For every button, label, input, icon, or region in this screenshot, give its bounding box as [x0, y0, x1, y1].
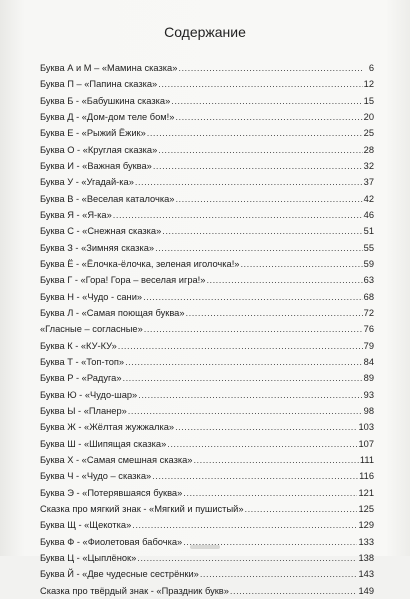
toc-entry [40, 240, 374, 256]
dot-leader [200, 566, 358, 582]
toc-entry-title: Буква Ю - «Чудо-шар» [40, 389, 138, 400]
dot-leader [137, 550, 357, 566]
toc-entry-title: Буква З - «Зимняя сказка» [40, 242, 155, 253]
toc-entry-page-number: 15 [363, 95, 374, 106]
toc-entry [40, 158, 374, 174]
dot-leader [155, 240, 363, 256]
toc-entry-title: Буква Ш - «Шипящая сказка» [40, 438, 167, 449]
toc-entry [40, 93, 374, 109]
dot-leader [158, 142, 362, 158]
dot-leader [147, 125, 363, 141]
toc-entry [40, 583, 374, 599]
page-mark [190, 545, 220, 549]
toc-entry-page-number: 98 [363, 405, 374, 416]
dot-leader [178, 60, 363, 76]
dot-leader [175, 191, 362, 207]
toc-entry-page-number: 46 [363, 209, 374, 220]
toc-entry-page-number: 138 [358, 552, 374, 563]
toc-entry-title: Сказка про твёрдый знак - «Праздник букв» [40, 585, 229, 596]
toc-entry [40, 370, 374, 386]
toc-entry-page-number: 6 [368, 63, 374, 73]
toc-entry-title: Буква Ч - «Чудо – сказка» [40, 471, 152, 482]
dot-leader [158, 76, 362, 92]
dot-leader [153, 158, 363, 174]
toc-entry-title: Буква Ж - «Жёлтая жужжалка» [40, 422, 175, 433]
toc-entry-page-number: 107 [358, 438, 374, 449]
toc-entry-page-number: 103 [358, 422, 374, 433]
dot-leader [245, 501, 358, 517]
dot-leader [240, 256, 362, 272]
toc-entry [40, 305, 374, 321]
toc-entry-title: Буква Р - «Радуга» [40, 373, 122, 384]
toc-entry-page-number: 121 [358, 487, 374, 498]
toc-entry [40, 403, 374, 419]
toc-entry-title: Буква Л - «Самая поющая буква» [40, 307, 185, 318]
dot-leader [123, 370, 363, 386]
dot-leader [230, 583, 358, 599]
dot-leader [128, 403, 363, 419]
toc-entry-page-number: 25 [363, 128, 374, 139]
toc-entry-page-number: 51 [363, 226, 374, 237]
dot-leader [175, 109, 362, 125]
toc-entry-page-number: 72 [363, 307, 374, 318]
toc-entry-page-number: 133 [358, 536, 374, 547]
toc-entry-page-number: 32 [363, 160, 374, 171]
dot-leader [175, 419, 357, 435]
toc-entry-page-number: 20 [363, 111, 374, 122]
toc-entry-title: Буква Я - «Я-ка» [40, 209, 112, 220]
dot-leader [144, 321, 363, 337]
toc-entry-page-number: 89 [363, 373, 374, 384]
page-title: Содержание [164, 24, 246, 40]
toc-entry [40, 550, 374, 566]
toc-entry-title: Буква С - «Снежная сказка» [40, 226, 162, 237]
toc-entry [40, 256, 374, 272]
dot-leader [183, 485, 357, 501]
toc-entry [40, 207, 374, 223]
toc-entry [40, 289, 374, 305]
toc-entry-title: Буква А и М – «Мамина сказка» [40, 63, 178, 73]
toc-entry-title: Буква В - «Веселая каталочка» [40, 193, 175, 204]
toc-entry [40, 452, 374, 468]
toc-entry-title: Сказка про мягкий знак - «Мягкий и пушистый» [40, 503, 244, 514]
toc-entry [40, 501, 374, 517]
dot-leader [171, 93, 362, 109]
toc-entry-title: Буква И - «Важная буква» [40, 160, 152, 171]
toc-entry-title: Буква Ы - «Планер» [40, 405, 127, 416]
dot-leader [113, 207, 363, 223]
toc-entry [40, 566, 374, 582]
toc-entry-title: Буква Д - «Дом-дом теле бом!» [40, 111, 175, 122]
toc-entry-page-number: 63 [363, 275, 374, 286]
dot-leader [143, 289, 363, 305]
toc-entry-title: Буква Х - «Самая смешная сказка» [40, 454, 193, 465]
toc-entry-title: Буква Ц - «Цыплёнок» [40, 552, 137, 563]
dot-leader [152, 468, 358, 484]
toc-entry [40, 109, 374, 125]
toc-entry-title: Буква Ф - «Фиолетовая бабочка» [40, 536, 183, 547]
toc-entry-title: Буква Б - «Бабушкина сказка» [40, 95, 171, 106]
toc-entry-title: Буква Э - «Потерявшаяся буква» [40, 487, 183, 498]
toc-entry [40, 60, 374, 76]
toc-entry [40, 191, 374, 207]
toc-entry [40, 485, 374, 501]
toc-entry [40, 468, 374, 484]
dot-leader [206, 272, 362, 288]
toc-entry-title: Буква П – «Папина сказка» [40, 79, 158, 90]
toc-entry-page-number: 84 [363, 356, 374, 367]
dot-leader [135, 174, 363, 190]
toc-entry [40, 76, 374, 92]
dot-leader [118, 338, 363, 354]
toc-entry-page-number: 111 [359, 454, 374, 465]
toc-entry-title: Буква Щ - «Щекотка» [40, 520, 132, 531]
toc-entry-page-number: 143 [358, 569, 374, 580]
toc-entry-page-number: 125 [358, 503, 374, 514]
dot-leader [193, 452, 358, 468]
toc-entry-title: Буква Й - «Две чудесные сестрёнки» [40, 569, 199, 580]
dot-leader [125, 354, 363, 370]
toc-entry [40, 321, 374, 337]
toc-entry-page-number: 76 [363, 324, 374, 335]
toc-entry [40, 387, 374, 403]
toc-entry-title: Буква Н - «Чудо - сани» [40, 291, 143, 302]
dot-leader [138, 387, 362, 403]
toc-entry-title: Буква Ё - «Ёлочка-ёлочка, зеленая иголочка!» [40, 258, 240, 269]
toc-entry [40, 419, 374, 435]
dot-leader [186, 305, 363, 321]
toc-entry [40, 125, 374, 141]
toc-entry-page-number: 129 [358, 520, 374, 531]
toc-entry [40, 436, 374, 452]
toc-entry-title: «Гласные – согласные» [40, 324, 143, 335]
toc-entry [40, 142, 374, 158]
toc-entry [40, 174, 374, 190]
toc-entry [40, 354, 374, 370]
toc-entry [40, 517, 374, 533]
toc-entry-page-number: 55 [363, 242, 374, 253]
toc-entry [40, 338, 374, 354]
toc-entry-page-number: 93 [363, 389, 374, 400]
toc-entry-page-number: 37 [363, 177, 374, 188]
toc-entry-page-number: 42 [363, 193, 374, 204]
toc-entry-page-number: 12 [363, 79, 374, 90]
toc-entry [40, 223, 374, 239]
toc-entry-title: Буква Г - «Гора! Гора – веселая игра!» [40, 275, 206, 286]
toc-entry-title: Буква К - «КУ-КУ» [40, 340, 117, 351]
toc-entry [40, 272, 374, 288]
toc-entry-title: Буква Е - «Рыжий Ёжик» [40, 128, 146, 139]
toc-entry-title: Буква У - «Угадай-ка» [40, 177, 134, 188]
toc-entry-page-number: 79 [363, 340, 374, 351]
toc-entry-page-number: 28 [363, 144, 374, 155]
dot-leader [167, 436, 357, 452]
toc-entry-title: Буква О - «Круглая сказка» [40, 144, 158, 155]
toc-entry-page-number: 149 [358, 585, 374, 596]
toc-entry-title: Буква Т - «Топ-топ» [40, 356, 125, 367]
dot-leader [132, 517, 357, 533]
dot-leader [162, 223, 362, 239]
toc-entry-page-number: 59 [363, 258, 374, 269]
toc-entry-page-number: 116 [359, 471, 374, 482]
table-of-contents [40, 60, 374, 599]
toc-entry-page-number: 68 [363, 291, 374, 302]
